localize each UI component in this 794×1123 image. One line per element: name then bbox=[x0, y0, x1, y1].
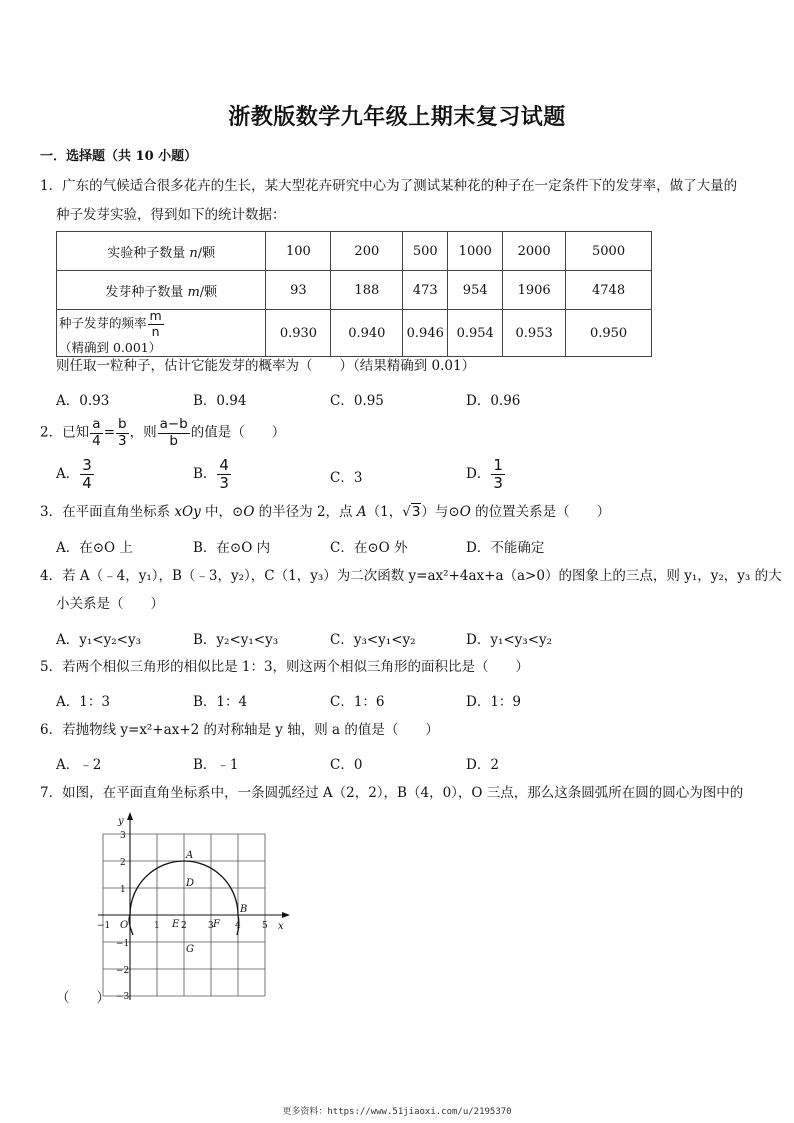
option-a: A．1：3 bbox=[56, 694, 110, 710]
option-a: A．y₁<y₂<y₃ bbox=[56, 632, 141, 648]
point-label-f: F bbox=[213, 919, 220, 930]
q5-line1: 5．若两个相似三角形的相似比是 1：3，则这两个相似三角形的面积比是（ ） bbox=[40, 659, 530, 675]
table-cell: 0.940 bbox=[331, 310, 403, 357]
q1-line2: 种子发芽实验，得到如下的统计数据： bbox=[56, 207, 286, 223]
table-cell: 954 bbox=[448, 271, 503, 310]
q7-answer-paren: （ ） bbox=[56, 990, 110, 1006]
option-d: D．0.96 bbox=[466, 393, 521, 409]
option-b: B．在⊙O 内 bbox=[193, 540, 271, 556]
table-cell: 188 bbox=[331, 271, 403, 310]
table-row bbox=[57, 271, 652, 310]
row-label-germinated-count: 发芽种子数量 m/颗 bbox=[57, 271, 266, 310]
y-tick-label: −2 bbox=[116, 966, 130, 976]
table-cell: 5000 bbox=[566, 232, 652, 271]
footer-source: 更多资料：https://www.51jiaoxi.com/u/2195370 bbox=[282, 1107, 512, 1117]
option-d: D．不能确定 bbox=[466, 540, 545, 556]
table-cell: 0.954 bbox=[448, 310, 503, 357]
option-c: C．在⊙O 外 bbox=[330, 540, 408, 556]
y-tick-label: −1 bbox=[116, 939, 130, 949]
option-b: B．y₂<y₁<y₃ bbox=[193, 632, 279, 648]
q4-line2: 小关系是（ ） bbox=[56, 596, 164, 612]
option-d: D．y₁<y₃<y₂ bbox=[466, 632, 553, 648]
x-axis-label: x bbox=[278, 921, 284, 932]
option-a: A．﹣2 bbox=[56, 757, 102, 773]
coordinate-grid-figure bbox=[96, 808, 296, 1003]
x-axis-arrow-icon bbox=[282, 912, 290, 918]
table-cell: 500 bbox=[403, 232, 448, 271]
point-label-e: E bbox=[172, 919, 180, 930]
y-tick-label: 2 bbox=[120, 858, 126, 868]
option-d: D．2 bbox=[466, 757, 499, 773]
y-axis-arrow-icon bbox=[127, 812, 133, 820]
option-a: A．0.93 bbox=[56, 393, 110, 409]
point-label-a: A bbox=[186, 850, 194, 861]
x-tick-label: 5 bbox=[262, 921, 268, 931]
option-d: D．1：9 bbox=[466, 694, 522, 710]
section-heading: 一．选择题（共 10 小题） bbox=[40, 149, 198, 164]
q4-line1: 4．若 A（﹣4，y₁），B（﹣3，y₂），C（1，y₃）为二次函数 y=ax²+4ax+a（a>0）的图象上的三点，则 y₁，y₂，y₃ 的大 bbox=[40, 568, 782, 584]
y-tick-label: 1 bbox=[120, 885, 126, 895]
q7-line1: 7．如图，在平面直角坐标系中，一条圆弧经过 A（2，2），B（4，0），O 三点，那么这条圆弧所在圆的圆心为图中的 bbox=[40, 785, 744, 801]
option-b: B．1：4 bbox=[193, 694, 248, 710]
row-label-sample-count: 实验种子数量 n/颗 bbox=[57, 232, 266, 271]
x-tick-label: 3 bbox=[208, 921, 214, 931]
option-c: C．3 bbox=[330, 470, 363, 486]
table-row bbox=[57, 232, 652, 271]
table-cell: 1000 bbox=[448, 232, 503, 271]
table-row bbox=[57, 310, 652, 357]
option-c: C．0.95 bbox=[330, 393, 384, 409]
option-a: A． $\frac{3}{4}$ bbox=[56, 456, 92, 492]
option-c: C．1：6 bbox=[330, 694, 385, 710]
option-c: C．0 bbox=[330, 757, 363, 773]
page-title: 浙教版数学九年级上期末复习试题 bbox=[228, 104, 566, 130]
table-cell: 2000 bbox=[503, 232, 566, 271]
option-a: A．在⊙O 上 bbox=[56, 540, 133, 556]
x-tick-label: 4 bbox=[235, 921, 241, 931]
option-b: B．﹣1 bbox=[193, 757, 239, 773]
option-d: D． $\frac{1}{3}$ bbox=[466, 456, 503, 492]
table-cell: 200 bbox=[331, 232, 403, 271]
table-cell: 1906 bbox=[503, 271, 566, 310]
origin-label: O bbox=[120, 920, 129, 931]
table-cell: 0.950 bbox=[566, 310, 652, 357]
table-cell: 93 bbox=[266, 271, 331, 310]
seed-data-table bbox=[56, 231, 652, 357]
q1-stem: 则任取一粒种子，估计它能发芽的概率为（ ）（结果精确到 0.01） bbox=[56, 358, 476, 374]
option-b: B． $\frac{4}{3}$ bbox=[193, 456, 229, 492]
x-tick-label: 1 bbox=[154, 921, 160, 931]
q6-line1: 6．若抛物线 y=x²+ax+2 的对称轴是 y 轴，则 a 的值是（ ） bbox=[40, 722, 439, 738]
row-label-frequency: 种子发芽的频率 $\frac{m}{n}$ （精确到 0.001） bbox=[57, 310, 266, 357]
x-tick-label: −1 bbox=[97, 921, 111, 931]
point-label-d: D bbox=[186, 878, 195, 889]
q3-stem: 3．在平面直角坐标系 xOy 中，⊙O 的半径为 2，点 A（1，√3）与⊙O 的位置关系是（ ） bbox=[40, 504, 611, 520]
option-c: C．y₃<y₁<y₂ bbox=[330, 632, 416, 648]
y-tick-label: 3 bbox=[120, 831, 126, 841]
table-cell: 0.946 bbox=[403, 310, 448, 357]
table-cell: 4748 bbox=[566, 271, 652, 310]
q2-stem: 2．已知 $\frac{a}{4}$ = $\frac{b}{3}$ ，则 $\frac{a-b}{b}$ 的值是（ ） bbox=[40, 416, 286, 449]
point-label-g: G bbox=[186, 944, 194, 955]
y-axis-label: y bbox=[118, 816, 124, 827]
table-cell: 0.930 bbox=[266, 310, 331, 357]
option-b: B．0.94 bbox=[193, 393, 247, 409]
point-label-b: B bbox=[240, 904, 248, 915]
table-cell: 473 bbox=[403, 271, 448, 310]
table-cell: 0.953 bbox=[503, 310, 566, 357]
x-tick-label: 2 bbox=[181, 921, 187, 931]
y-tick-label: −3 bbox=[116, 992, 130, 1002]
q1-line1: 1．广东的气候适合很多花卉的生长，某大型花卉研究中心为了测试某种花的种子在一定条件下的发芽率，做了大量的 bbox=[40, 178, 738, 194]
table-cell: 100 bbox=[266, 232, 331, 271]
